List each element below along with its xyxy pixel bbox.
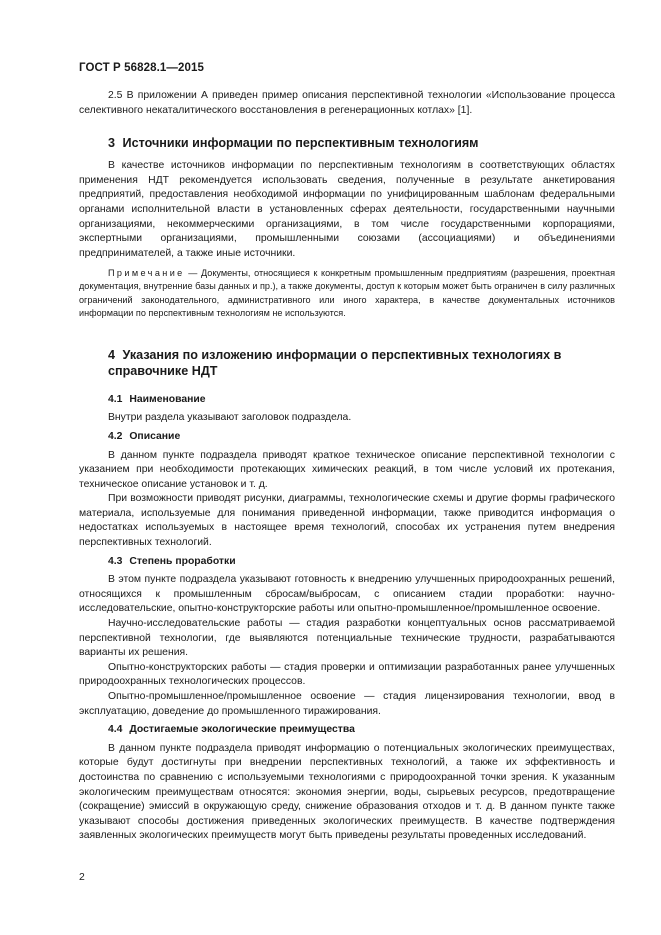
- page-content: [79, 89, 615, 844]
- subsection-4-1-heading: [79, 393, 615, 408]
- subsection-4-4-number: 4.4: [108, 724, 123, 736]
- subsection-4-1-paragraph: Внутри раздела указывают заголовок подраздела.: [108, 412, 352, 424]
- subsection-4-3-paragraph-1: В этом пункте подраздела указывают готовность к внедрению улучшенных природоохранных решений, относящихся к промышленным сбросам/выбросам, с описанием стадии проработки: научно-исследовательские, опытно-конструкторские работы или опытно-промышленное/промышленное освоение.: [79, 574, 615, 615]
- subsection-4-3-heading: [79, 555, 615, 570]
- page-number: 2: [79, 872, 85, 883]
- subsection-4-1-number: 4.1: [108, 393, 123, 405]
- subsection-4-3-title: Степень проработки: [129, 555, 236, 567]
- subsection-4-3-paragraph-4: Опытно-промышленное/промышленное освоение — стадия лицензирования технологии, ввод в эксплуатацию, доведение до промышленного тиражирования.: [79, 691, 615, 717]
- note-label: Примечание: [108, 268, 185, 279]
- section-3-title: Источники информации по перспективным технологиям: [122, 136, 479, 151]
- section-3-number: 3: [108, 136, 116, 151]
- subsection-4-1-title: Наименование: [129, 393, 206, 405]
- subsection-4-2-paragraph-1: В данном пункте подраздела приводят краткое техническое описание перспективной технологии с указанием при необходимости протекающих химических реакций, в том числе условий их протекания, техническое описание установок и т. д.: [79, 449, 615, 490]
- subsection-4-2-title: Описание: [129, 430, 181, 442]
- subsection-4-2-number: 4.2: [108, 430, 123, 442]
- section-4-title: Указания по изложению информации о перспективных технологиях в справочнике НДТ: [108, 347, 562, 378]
- section-4-number: 4: [108, 347, 116, 362]
- section-3-paragraph: В качестве источников информации по перспективным технологиям в соответствующих областях применения НДТ рекомендуется использовать сведения, полученные в результате анкетирования предприятий, предоставления необходимой информации по унифицированным шаблонам федеральными органами исполнительной власти в установленных сферах деятельности, государственными научными организациями, некоммерческими организациями, в том числе государственными корпорациями, экспертными организациями, промышленными союзами (ассоциациями) и объединениями предпринимателей, а также иные источники.: [79, 160, 615, 259]
- document-header: ГОСТ Р 56828.1—2015: [79, 62, 204, 74]
- section-4-heading: [79, 347, 615, 379]
- subsection-4-3-paragraph-3: Опытно-конструкторских работы — стадия проверки и оптимизации разработанных ранее улучшенных природоохранных технологических процессов.: [79, 661, 615, 688]
- subsection-4-4-title: Достигаемые экологические преимущества: [129, 724, 355, 736]
- subsection-4-4-paragraph: В данном пункте подраздела приводят информацию о потенциальных экологических преимуществах, которые будут достигнуты при внедрении перспективных технологий, а также их эффективность и достоинства по сравнению с используемыми технологиями с природоохранной точки зрения. К указанным экологическим преимуществам относятся: экономия энергии, воды, сырьевых ресурсов, предотвращение (сокращение) эмиссий в окружающую среду, снижение образования отходов и т. д. В данном пункте также указывают способы достижения приведенных экологических преимуществ. В качестве подтверждения заявленных экологических преимуществ могут быть приведены результаты проведенных исследований.: [79, 742, 615, 842]
- subsection-4-3-number: 4.3: [108, 555, 123, 567]
- subsection-4-3-paragraph-2: Научно-исследовательские работы — стадия разработки концептуальных основ рассматриваемой перспективной технологии, где выявляются потенциальные технические трудности, разрабатываются варианты их решения.: [79, 618, 615, 659]
- note-text: — Документы, относящиеся к конкретным промышленным предприятиям (разрешения, проектная документация, внутренние базы данных и пр.), а также документы, доступ к которым может быть ограничен в силу различных ограничений законодательного, административного или иного характера, в качестве документальных источников информации по перспективным технологиям не используются.: [79, 268, 615, 318]
- subsection-4-2-paragraph-2: При возможности приводят рисунки, диаграммы, технологические схемы и другие формы графического материала, используемые для понимания приведенной информации, также приводится информация о недостатках используемых в настоящее время технологий, способах их устранения путем внедрения перспективных технологий.: [79, 493, 615, 549]
- section-3-heading: [79, 135, 615, 151]
- section-3-note: [79, 267, 615, 319]
- paragraph-2-5: 2.5 В приложении А приведен пример описания перспективной технологии «Использование процесса селективного некаталитического восстановления в регенерационных котлах» [1].: [79, 90, 615, 116]
- subsection-4-4-heading: [79, 723, 615, 738]
- subsection-4-2-heading: [79, 430, 615, 445]
